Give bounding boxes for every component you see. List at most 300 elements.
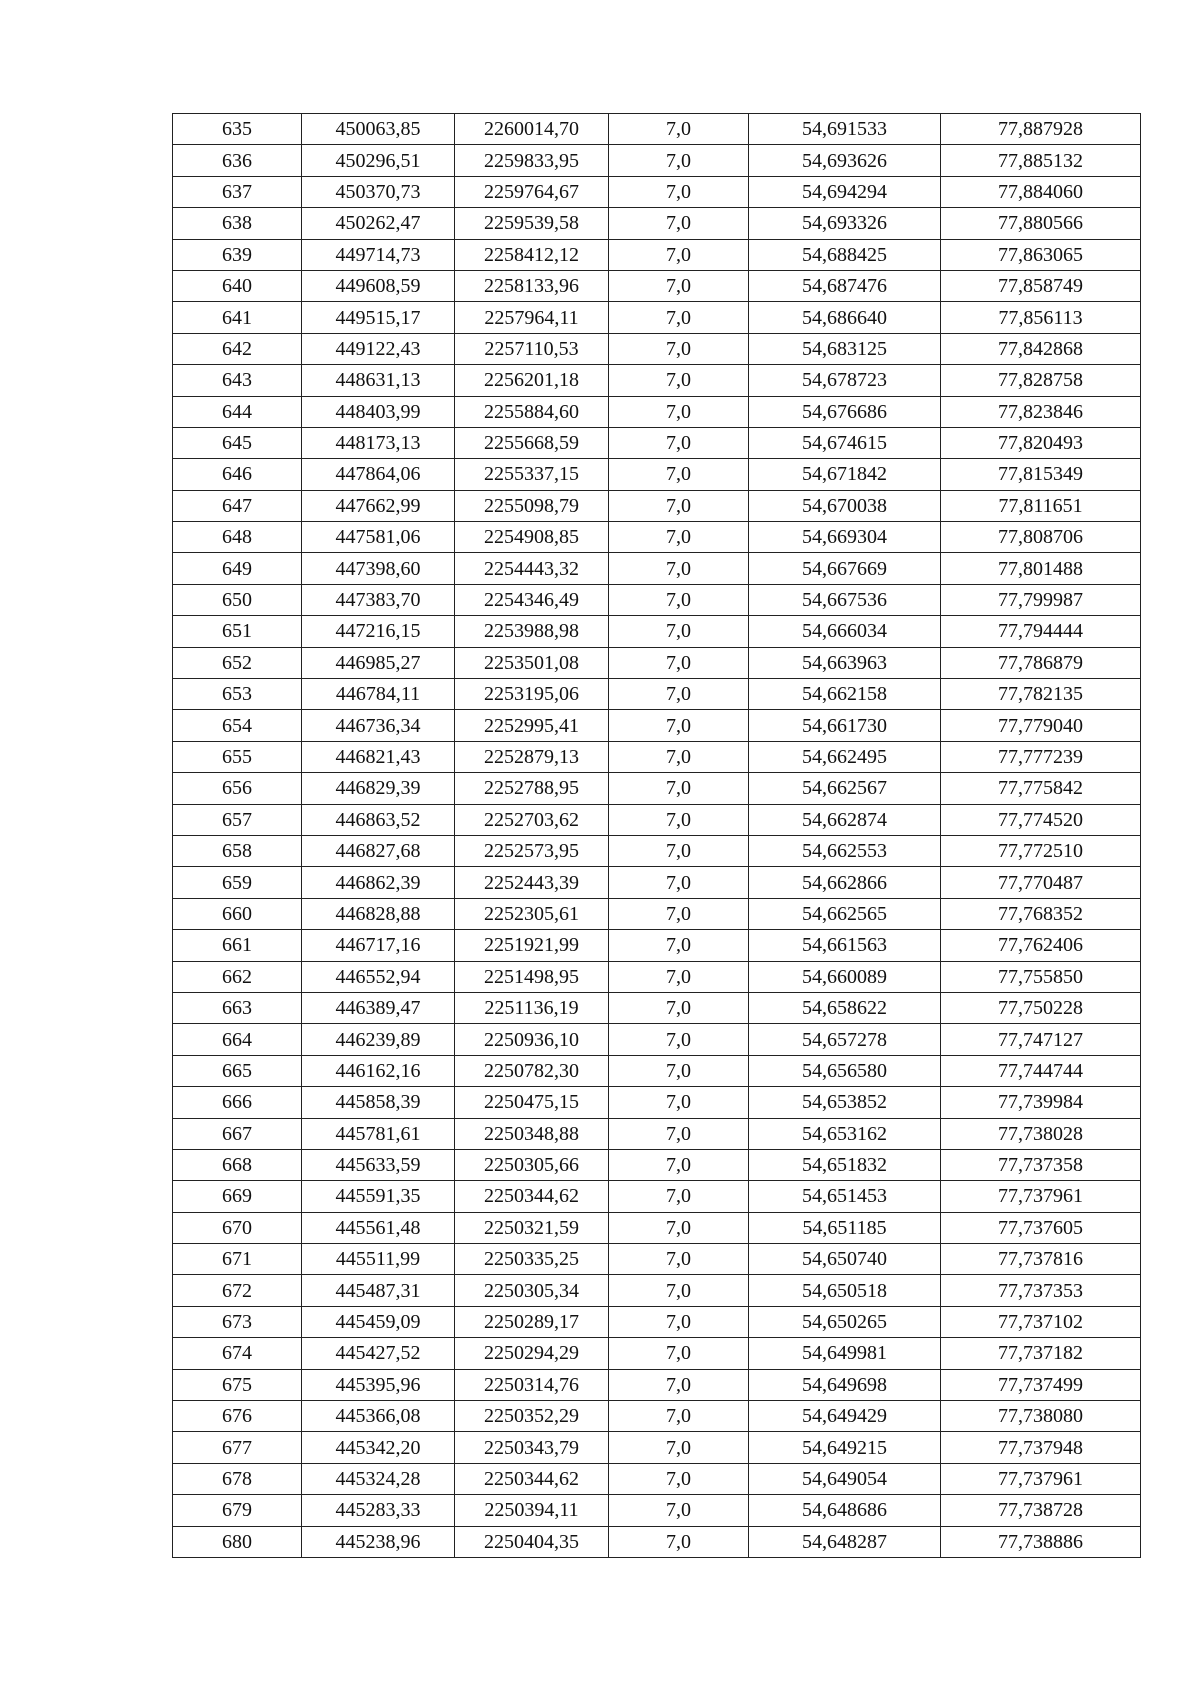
x-coordinate-cell: 445858,39	[302, 1087, 455, 1118]
accuracy-cell: 7,0	[609, 1369, 749, 1400]
table-row	[173, 1212, 1141, 1243]
x-coordinate-cell: 445511,99	[302, 1244, 455, 1275]
x-coordinate-cell: 448631,13	[302, 365, 455, 396]
table-row	[173, 1275, 1141, 1306]
latitude-cell: 54,661563	[749, 930, 941, 961]
point-number-cell: 673	[173, 1306, 302, 1337]
accuracy-cell: 7,0	[609, 490, 749, 521]
accuracy-cell: 7,0	[609, 961, 749, 992]
y-coordinate-cell: 2257964,11	[455, 302, 609, 333]
y-coordinate-cell: 2252703,62	[455, 804, 609, 835]
longitude-cell: 77,738028	[941, 1118, 1141, 1149]
longitude-cell: 77,782135	[941, 679, 1141, 710]
longitude-cell: 77,779040	[941, 710, 1141, 741]
point-number-cell: 635	[173, 114, 302, 145]
accuracy-cell: 7,0	[609, 616, 749, 647]
table-row	[173, 1244, 1141, 1275]
point-number-cell: 643	[173, 365, 302, 396]
latitude-cell: 54,649429	[749, 1401, 941, 1432]
latitude-cell: 54,694294	[749, 176, 941, 207]
accuracy-cell: 7,0	[609, 459, 749, 490]
accuracy-cell: 7,0	[609, 898, 749, 929]
y-coordinate-cell: 2258412,12	[455, 239, 609, 270]
point-number-cell: 659	[173, 867, 302, 898]
coordinates-table-body	[173, 114, 1141, 1558]
table-row	[173, 145, 1141, 176]
y-coordinate-cell: 2259833,95	[455, 145, 609, 176]
longitude-cell: 77,885132	[941, 145, 1141, 176]
latitude-cell: 54,687476	[749, 270, 941, 301]
coordinates-table	[172, 113, 1141, 1558]
x-coordinate-cell: 446829,39	[302, 773, 455, 804]
longitude-cell: 77,762406	[941, 930, 1141, 961]
longitude-cell: 77,738886	[941, 1526, 1141, 1557]
x-coordinate-cell: 445427,52	[302, 1338, 455, 1369]
y-coordinate-cell: 2254908,85	[455, 522, 609, 553]
accuracy-cell: 7,0	[609, 1087, 749, 1118]
longitude-cell: 77,794444	[941, 616, 1141, 647]
accuracy-cell: 7,0	[609, 647, 749, 678]
table-row	[173, 1149, 1141, 1180]
point-number-cell: 655	[173, 741, 302, 772]
table-row	[173, 208, 1141, 239]
y-coordinate-cell: 2250294,29	[455, 1338, 609, 1369]
y-coordinate-cell: 2250404,35	[455, 1526, 609, 1557]
point-number-cell: 639	[173, 239, 302, 270]
longitude-cell: 77,737353	[941, 1275, 1141, 1306]
x-coordinate-cell: 445366,08	[302, 1401, 455, 1432]
y-coordinate-cell: 2250475,15	[455, 1087, 609, 1118]
point-number-cell: 674	[173, 1338, 302, 1369]
latitude-cell: 54,683125	[749, 333, 941, 364]
accuracy-cell: 7,0	[609, 1306, 749, 1337]
longitude-cell: 77,747127	[941, 1024, 1141, 1055]
table-row	[173, 1369, 1141, 1400]
y-coordinate-cell: 2259539,58	[455, 208, 609, 239]
y-coordinate-cell: 2250344,62	[455, 1181, 609, 1212]
y-coordinate-cell: 2252879,13	[455, 741, 609, 772]
x-coordinate-cell: 450370,73	[302, 176, 455, 207]
longitude-cell: 77,828758	[941, 365, 1141, 396]
x-coordinate-cell: 449515,17	[302, 302, 455, 333]
y-coordinate-cell: 2252305,61	[455, 898, 609, 929]
accuracy-cell: 7,0	[609, 176, 749, 207]
longitude-cell: 77,820493	[941, 427, 1141, 458]
latitude-cell: 54,666034	[749, 616, 941, 647]
table-row	[173, 961, 1141, 992]
latitude-cell: 54,671842	[749, 459, 941, 490]
accuracy-cell: 7,0	[609, 1338, 749, 1369]
point-number-cell: 652	[173, 647, 302, 678]
table-row	[173, 1338, 1141, 1369]
y-coordinate-cell: 2250352,29	[455, 1401, 609, 1432]
accuracy-cell: 7,0	[609, 1055, 749, 1086]
y-coordinate-cell: 2254346,49	[455, 584, 609, 615]
point-number-cell: 662	[173, 961, 302, 992]
longitude-cell: 77,856113	[941, 302, 1141, 333]
accuracy-cell: 7,0	[609, 427, 749, 458]
point-number-cell: 672	[173, 1275, 302, 1306]
table-row	[173, 302, 1141, 333]
accuracy-cell: 7,0	[609, 867, 749, 898]
x-coordinate-cell: 446828,88	[302, 898, 455, 929]
latitude-cell: 54,661730	[749, 710, 941, 741]
point-number-cell: 678	[173, 1463, 302, 1494]
table-row	[173, 1306, 1141, 1337]
table-row	[173, 553, 1141, 584]
table-row	[173, 584, 1141, 615]
longitude-cell: 77,842868	[941, 333, 1141, 364]
table-row	[173, 396, 1141, 427]
latitude-cell: 54,649981	[749, 1338, 941, 1369]
table-row	[173, 333, 1141, 364]
longitude-cell: 77,887928	[941, 114, 1141, 145]
x-coordinate-cell: 446784,11	[302, 679, 455, 710]
table-row	[173, 239, 1141, 270]
table-row	[173, 522, 1141, 553]
longitude-cell: 77,737182	[941, 1338, 1141, 1369]
table-row	[173, 930, 1141, 961]
accuracy-cell: 7,0	[609, 208, 749, 239]
longitude-cell: 77,737961	[941, 1463, 1141, 1494]
x-coordinate-cell: 446863,52	[302, 804, 455, 835]
latitude-cell: 54,662553	[749, 835, 941, 866]
point-number-cell: 647	[173, 490, 302, 521]
point-number-cell: 675	[173, 1369, 302, 1400]
table-row	[173, 1024, 1141, 1055]
y-coordinate-cell: 2250782,30	[455, 1055, 609, 1086]
point-number-cell: 660	[173, 898, 302, 929]
point-number-cell: 638	[173, 208, 302, 239]
latitude-cell: 54,662874	[749, 804, 941, 835]
latitude-cell: 54,658622	[749, 992, 941, 1023]
point-number-cell: 648	[173, 522, 302, 553]
accuracy-cell: 7,0	[609, 1149, 749, 1180]
point-number-cell: 640	[173, 270, 302, 301]
y-coordinate-cell: 2251136,19	[455, 992, 609, 1023]
table-row	[173, 835, 1141, 866]
x-coordinate-cell: 448173,13	[302, 427, 455, 458]
latitude-cell: 54,662495	[749, 741, 941, 772]
accuracy-cell: 7,0	[609, 679, 749, 710]
x-coordinate-cell: 445283,33	[302, 1495, 455, 1526]
y-coordinate-cell: 2252788,95	[455, 773, 609, 804]
accuracy-cell: 7,0	[609, 1432, 749, 1463]
x-coordinate-cell: 445633,59	[302, 1149, 455, 1180]
longitude-cell: 77,737948	[941, 1432, 1141, 1463]
latitude-cell: 54,663963	[749, 647, 941, 678]
x-coordinate-cell: 446717,16	[302, 930, 455, 961]
longitude-cell: 77,815349	[941, 459, 1141, 490]
accuracy-cell: 7,0	[609, 1526, 749, 1557]
latitude-cell: 54,693326	[749, 208, 941, 239]
accuracy-cell: 7,0	[609, 1118, 749, 1149]
latitude-cell: 54,662158	[749, 679, 941, 710]
point-number-cell: 665	[173, 1055, 302, 1086]
y-coordinate-cell: 2252573,95	[455, 835, 609, 866]
table-row	[173, 647, 1141, 678]
longitude-cell: 77,738080	[941, 1401, 1141, 1432]
x-coordinate-cell: 447864,06	[302, 459, 455, 490]
accuracy-cell: 7,0	[609, 1275, 749, 1306]
table-row	[173, 176, 1141, 207]
table-row	[173, 490, 1141, 521]
longitude-cell: 77,799987	[941, 584, 1141, 615]
accuracy-cell: 7,0	[609, 522, 749, 553]
accuracy-cell: 7,0	[609, 741, 749, 772]
latitude-cell: 54,653852	[749, 1087, 941, 1118]
y-coordinate-cell: 2259764,67	[455, 176, 609, 207]
point-number-cell: 664	[173, 1024, 302, 1055]
point-number-cell: 679	[173, 1495, 302, 1526]
longitude-cell: 77,823846	[941, 396, 1141, 427]
accuracy-cell: 7,0	[609, 1024, 749, 1055]
accuracy-cell: 7,0	[609, 1495, 749, 1526]
y-coordinate-cell: 2250394,11	[455, 1495, 609, 1526]
point-number-cell: 649	[173, 553, 302, 584]
y-coordinate-cell: 2253501,08	[455, 647, 609, 678]
longitude-cell: 77,774520	[941, 804, 1141, 835]
longitude-cell: 77,770487	[941, 867, 1141, 898]
table-row	[173, 270, 1141, 301]
x-coordinate-cell: 448403,99	[302, 396, 455, 427]
y-coordinate-cell: 2250321,59	[455, 1212, 609, 1243]
point-number-cell: 663	[173, 992, 302, 1023]
latitude-cell: 54,691533	[749, 114, 941, 145]
longitude-cell: 77,737605	[941, 1212, 1141, 1243]
point-number-cell: 670	[173, 1212, 302, 1243]
latitude-cell: 54,648287	[749, 1526, 941, 1557]
latitude-cell: 54,657278	[749, 1024, 941, 1055]
longitude-cell: 77,811651	[941, 490, 1141, 521]
accuracy-cell: 7,0	[609, 239, 749, 270]
table-row	[173, 804, 1141, 835]
x-coordinate-cell: 446821,43	[302, 741, 455, 772]
x-coordinate-cell: 450296,51	[302, 145, 455, 176]
longitude-cell: 77,737358	[941, 1149, 1141, 1180]
y-coordinate-cell: 2250344,62	[455, 1463, 609, 1494]
latitude-cell: 54,678723	[749, 365, 941, 396]
y-coordinate-cell: 2250305,66	[455, 1149, 609, 1180]
table-row	[173, 710, 1141, 741]
latitude-cell: 54,650740	[749, 1244, 941, 1275]
x-coordinate-cell: 445459,09	[302, 1306, 455, 1337]
table-row	[173, 1087, 1141, 1118]
x-coordinate-cell: 447383,70	[302, 584, 455, 615]
point-number-cell: 676	[173, 1401, 302, 1432]
table-row	[173, 616, 1141, 647]
latitude-cell: 54,656580	[749, 1055, 941, 1086]
longitude-cell: 77,737102	[941, 1306, 1141, 1337]
table-row	[173, 1463, 1141, 1494]
latitude-cell: 54,648686	[749, 1495, 941, 1526]
table-row	[173, 1432, 1141, 1463]
latitude-cell: 54,662567	[749, 773, 941, 804]
x-coordinate-cell: 447581,06	[302, 522, 455, 553]
accuracy-cell: 7,0	[609, 145, 749, 176]
x-coordinate-cell: 446827,68	[302, 835, 455, 866]
accuracy-cell: 7,0	[609, 1212, 749, 1243]
latitude-cell: 54,651453	[749, 1181, 941, 1212]
y-coordinate-cell: 2250335,25	[455, 1244, 609, 1275]
y-coordinate-cell: 2251921,99	[455, 930, 609, 961]
y-coordinate-cell: 2250305,34	[455, 1275, 609, 1306]
point-number-cell: 654	[173, 710, 302, 741]
table-row	[173, 867, 1141, 898]
x-coordinate-cell: 446985,27	[302, 647, 455, 678]
accuracy-cell: 7,0	[609, 396, 749, 427]
latitude-cell: 54,667536	[749, 584, 941, 615]
x-coordinate-cell: 446389,47	[302, 992, 455, 1023]
accuracy-cell: 7,0	[609, 365, 749, 396]
latitude-cell: 54,670038	[749, 490, 941, 521]
longitude-cell: 77,863065	[941, 239, 1141, 270]
x-coordinate-cell: 447216,15	[302, 616, 455, 647]
y-coordinate-cell: 2255098,79	[455, 490, 609, 521]
y-coordinate-cell: 2252443,39	[455, 867, 609, 898]
longitude-cell: 77,744744	[941, 1055, 1141, 1086]
longitude-cell: 77,801488	[941, 553, 1141, 584]
x-coordinate-cell: 445781,61	[302, 1118, 455, 1149]
table-row	[173, 1118, 1141, 1149]
point-number-cell: 661	[173, 930, 302, 961]
latitude-cell: 54,662565	[749, 898, 941, 929]
latitude-cell: 54,688425	[749, 239, 941, 270]
y-coordinate-cell: 2258133,96	[455, 270, 609, 301]
point-number-cell: 642	[173, 333, 302, 364]
accuracy-cell: 7,0	[609, 270, 749, 301]
y-coordinate-cell: 2252995,41	[455, 710, 609, 741]
x-coordinate-cell: 449122,43	[302, 333, 455, 364]
y-coordinate-cell: 2257110,53	[455, 333, 609, 364]
point-number-cell: 650	[173, 584, 302, 615]
table-row	[173, 1495, 1141, 1526]
x-coordinate-cell: 447662,99	[302, 490, 455, 521]
latitude-cell: 54,649054	[749, 1463, 941, 1494]
table-row	[173, 459, 1141, 490]
table-row	[173, 427, 1141, 458]
y-coordinate-cell: 2250289,17	[455, 1306, 609, 1337]
y-coordinate-cell: 2250936,10	[455, 1024, 609, 1055]
point-number-cell: 668	[173, 1149, 302, 1180]
accuracy-cell: 7,0	[609, 1181, 749, 1212]
x-coordinate-cell: 449714,73	[302, 239, 455, 270]
accuracy-cell: 7,0	[609, 114, 749, 145]
y-coordinate-cell: 2250314,76	[455, 1369, 609, 1400]
accuracy-cell: 7,0	[609, 773, 749, 804]
x-coordinate-cell: 445238,96	[302, 1526, 455, 1557]
longitude-cell: 77,808706	[941, 522, 1141, 553]
accuracy-cell: 7,0	[609, 1401, 749, 1432]
point-number-cell: 653	[173, 679, 302, 710]
y-coordinate-cell: 2251498,95	[455, 961, 609, 992]
latitude-cell: 54,653162	[749, 1118, 941, 1149]
accuracy-cell: 7,0	[609, 835, 749, 866]
y-coordinate-cell: 2260014,70	[455, 114, 609, 145]
x-coordinate-cell: 445591,35	[302, 1181, 455, 1212]
longitude-cell: 77,884060	[941, 176, 1141, 207]
x-coordinate-cell: 445561,48	[302, 1212, 455, 1243]
longitude-cell: 77,739984	[941, 1087, 1141, 1118]
accuracy-cell: 7,0	[609, 710, 749, 741]
latitude-cell: 54,660089	[749, 961, 941, 992]
x-coordinate-cell: 447398,60	[302, 553, 455, 584]
table-row	[173, 1401, 1141, 1432]
point-number-cell: 680	[173, 1526, 302, 1557]
accuracy-cell: 7,0	[609, 930, 749, 961]
latitude-cell: 54,662866	[749, 867, 941, 898]
point-number-cell: 658	[173, 835, 302, 866]
latitude-cell: 54,650518	[749, 1275, 941, 1306]
x-coordinate-cell: 445395,96	[302, 1369, 455, 1400]
longitude-cell: 77,775842	[941, 773, 1141, 804]
point-number-cell: 656	[173, 773, 302, 804]
point-number-cell: 637	[173, 176, 302, 207]
table-row	[173, 365, 1141, 396]
x-coordinate-cell: 446239,89	[302, 1024, 455, 1055]
latitude-cell: 54,649215	[749, 1432, 941, 1463]
latitude-cell: 54,667669	[749, 553, 941, 584]
table-row	[173, 679, 1141, 710]
x-coordinate-cell: 445324,28	[302, 1463, 455, 1494]
point-number-cell: 657	[173, 804, 302, 835]
accuracy-cell: 7,0	[609, 584, 749, 615]
x-coordinate-cell: 446162,16	[302, 1055, 455, 1086]
longitude-cell: 77,786879	[941, 647, 1141, 678]
accuracy-cell: 7,0	[609, 302, 749, 333]
x-coordinate-cell: 450063,85	[302, 114, 455, 145]
accuracy-cell: 7,0	[609, 804, 749, 835]
latitude-cell: 54,651185	[749, 1212, 941, 1243]
x-coordinate-cell: 445342,20	[302, 1432, 455, 1463]
point-number-cell: 644	[173, 396, 302, 427]
accuracy-cell: 7,0	[609, 1463, 749, 1494]
point-number-cell: 636	[173, 145, 302, 176]
table-row	[173, 1526, 1141, 1557]
longitude-cell: 77,880566	[941, 208, 1141, 239]
longitude-cell: 77,750228	[941, 992, 1141, 1023]
point-number-cell: 645	[173, 427, 302, 458]
table-row	[173, 898, 1141, 929]
table-row	[173, 992, 1141, 1023]
x-coordinate-cell: 450262,47	[302, 208, 455, 239]
latitude-cell: 54,669304	[749, 522, 941, 553]
latitude-cell: 54,676686	[749, 396, 941, 427]
longitude-cell: 77,738728	[941, 1495, 1141, 1526]
y-coordinate-cell: 2253988,98	[455, 616, 609, 647]
x-coordinate-cell: 445487,31	[302, 1275, 455, 1306]
table-row	[173, 1055, 1141, 1086]
longitude-cell: 77,737816	[941, 1244, 1141, 1275]
y-coordinate-cell: 2255337,15	[455, 459, 609, 490]
point-number-cell: 677	[173, 1432, 302, 1463]
table-row	[173, 773, 1141, 804]
table-row	[173, 114, 1141, 145]
point-number-cell: 646	[173, 459, 302, 490]
y-coordinate-cell: 2250343,79	[455, 1432, 609, 1463]
point-number-cell: 641	[173, 302, 302, 333]
latitude-cell: 54,674615	[749, 427, 941, 458]
y-coordinate-cell: 2250348,88	[455, 1118, 609, 1149]
longitude-cell: 77,858749	[941, 270, 1141, 301]
y-coordinate-cell: 2256201,18	[455, 365, 609, 396]
accuracy-cell: 7,0	[609, 992, 749, 1023]
point-number-cell: 651	[173, 616, 302, 647]
longitude-cell: 77,737961	[941, 1181, 1141, 1212]
x-coordinate-cell: 446862,39	[302, 867, 455, 898]
y-coordinate-cell: 2254443,32	[455, 553, 609, 584]
x-coordinate-cell: 446736,34	[302, 710, 455, 741]
